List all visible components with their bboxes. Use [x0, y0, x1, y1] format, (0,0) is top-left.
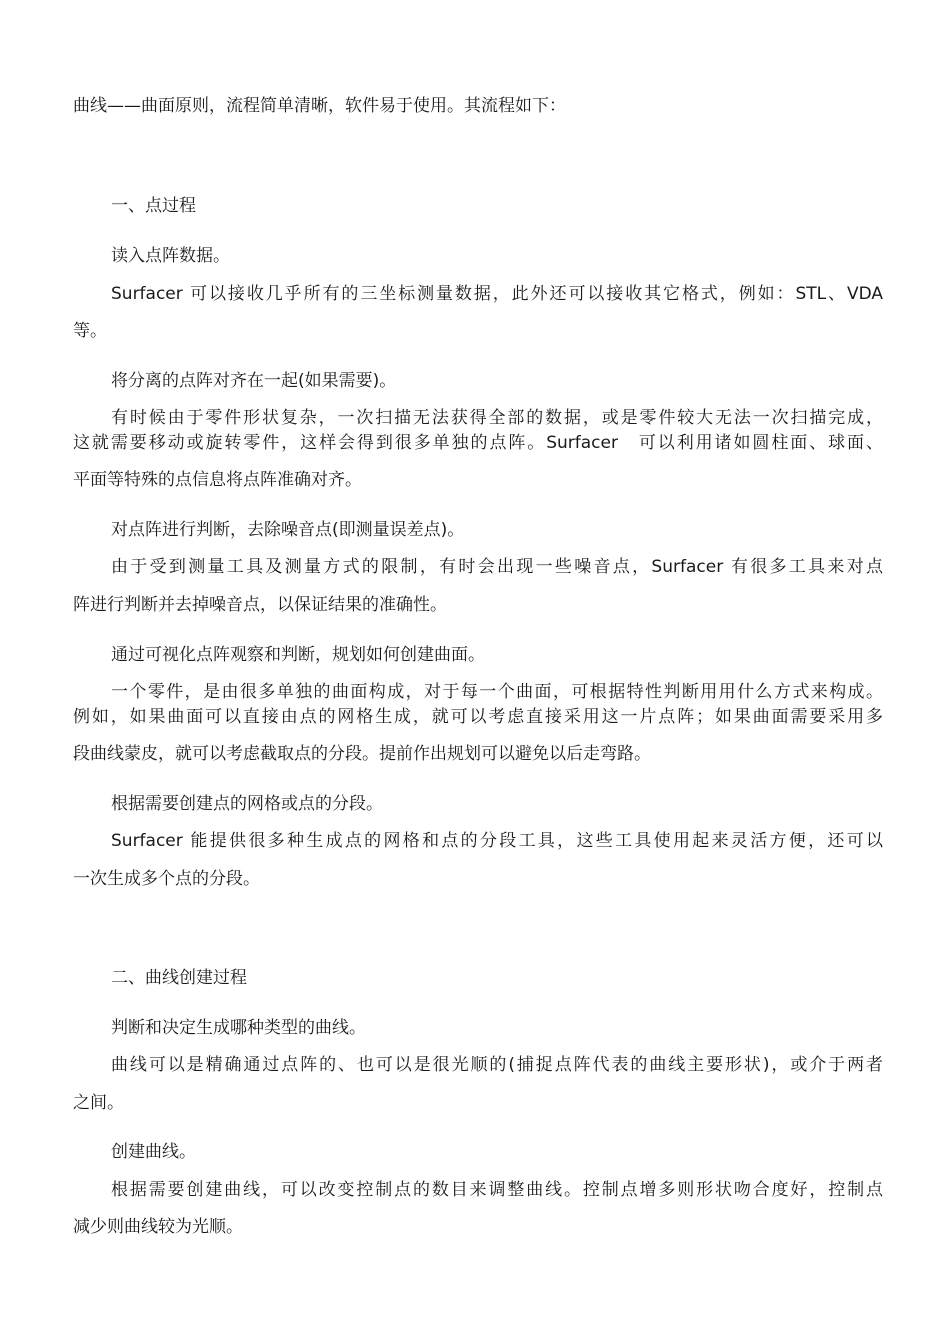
step-title-create-grid: 根据需要创建点的网格或点的分段。: [111, 794, 383, 814]
section-heading-curve-process: 二、曲线创建过程: [111, 968, 247, 988]
paragraph-line: Surfacer 能提供很多种生成点的网格和点的分段工具，这些工具使用起来灵活方便，还可以: [111, 831, 883, 851]
step-title-read-data: 读入点阵数据。: [111, 246, 230, 266]
paragraph-line: 一次生成多个点的分段。: [73, 869, 260, 889]
step-title-create-curve: 创建曲线。: [111, 1142, 196, 1162]
paragraph-line: 阵进行判断并去掉噪音点，以保证结果的准确性。: [73, 595, 447, 615]
paragraph-line: 等。: [73, 321, 107, 341]
paragraph-line: 平面等特殊的点信息将点阵准确对齐。: [73, 470, 362, 490]
paragraph-line: 由于受到测量工具及测量方式的限制，有时会出现一些噪音点，Surfacer 有很多工具来对点: [111, 557, 883, 577]
step-title-decide-curve-type: 判断和决定生成哪种类型的曲线。: [111, 1018, 366, 1038]
step-title-plan-surface: 通过可视化点阵观察和判断，规划如何创建曲面。: [111, 645, 485, 665]
step-title-remove-noise: 对点阵进行判断，去除噪音点(即测量误差点)。: [111, 520, 465, 540]
paragraph-line: 曲线可以是精确通过点阵的、也可以是很光顺的(捕捉点阵代表的曲线主要形状)，或介于两者: [111, 1055, 883, 1075]
paragraph-line: 一个零件，是由很多单独的曲面构成，对于每一个曲面，可根据特性判断用用什么方式来构成。: [111, 682, 883, 702]
intro-paragraph: 曲线——曲面原则，流程简单清晰，软件易于使用。其流程如下：: [73, 96, 566, 116]
paragraph-line: 减少则曲线较为光顺。: [73, 1217, 243, 1237]
paragraph-line: 之间。: [73, 1093, 124, 1113]
step-title-align-points: 将分离的点阵对齐在一起(如果需要)。: [111, 371, 397, 391]
paragraph-line: 段曲线蒙皮，就可以考虑截取点的分段。提前作出规划可以避免以后走弯路。: [73, 744, 651, 764]
paragraph-line: 有时候由于零件形状复杂，一次扫描无法获得全部的数据，或是零件较大无法一次扫描完成，: [111, 408, 883, 428]
section-heading-point-process: 一、点过程: [111, 196, 196, 216]
paragraph-line: Surfacer 可以接收几乎所有的三坐标测量数据，此外还可以接收其它格式，例如：STL、VDA: [111, 284, 883, 304]
paragraph-line: 根据需要创建曲线，可以改变控制点的数目来调整曲线。控制点增多则形状吻合度好，控制点: [111, 1180, 883, 1200]
paragraph-line: 这就需要移动或旋转零件，这样会得到很多单独的点阵。Surfacer 可以利用诸如圆柱面、球面、: [73, 433, 883, 453]
paragraph-line: 例如，如果曲面可以直接由点的网格生成，就可以考虑直接采用这一片点阵；如果曲面需要采用多: [73, 707, 883, 727]
